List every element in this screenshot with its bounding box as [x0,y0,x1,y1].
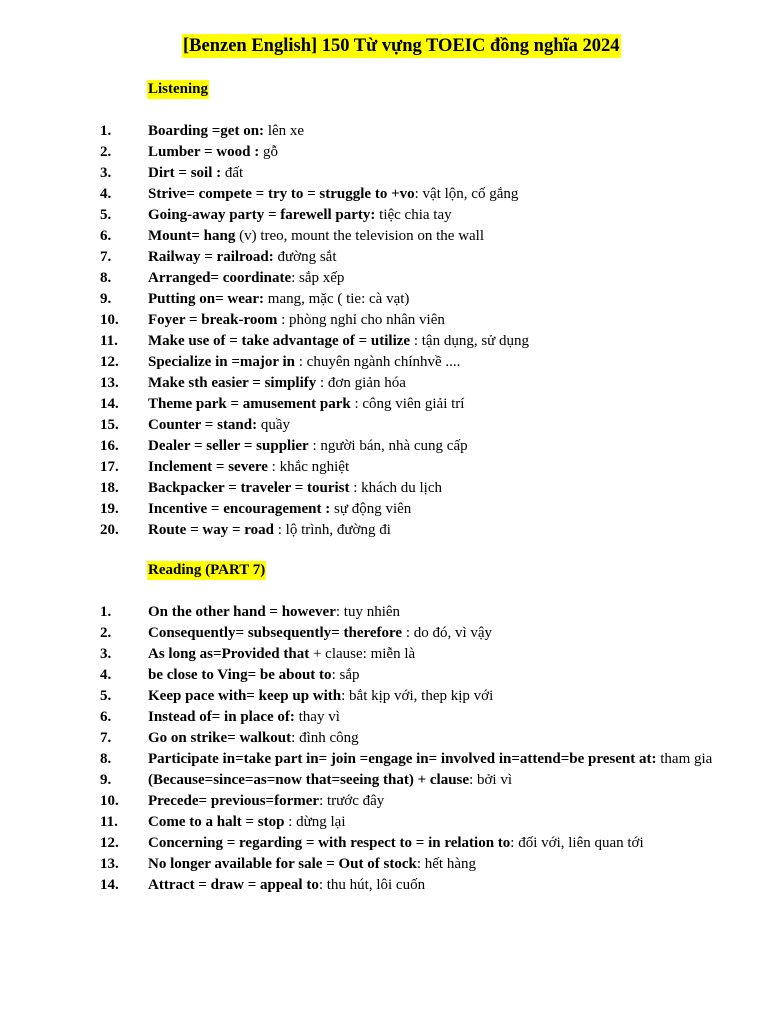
item-number: 14. [100,877,119,893]
vocabulary-term: Inclement = severe [148,459,268,475]
item-number: 17. [100,459,119,475]
vocabulary-item [0,520,768,541]
vocabulary-item [0,205,768,226]
vocabulary-meaning: : bởi vì [469,772,512,788]
vocabulary-term: Instead of= in place of: [148,709,295,725]
vocabulary-item [0,268,768,289]
vocabulary-meaning: + clause: miễn là [309,646,416,662]
vocabulary-item [0,373,768,394]
vocabulary-term: As long as=Provided that [148,646,310,662]
vocabulary-meaning: : công viên giải trí [350,396,465,412]
vocabulary-term: Boarding =get on: [148,123,265,139]
vocabulary-item [0,875,768,896]
item-number: 8. [100,751,112,767]
vocabulary-term: Foyer = break-room [148,312,278,328]
item-content [148,436,713,457]
vocabulary-term: Route = way = road [148,522,274,538]
section-heading-listening: Listening [148,81,209,97]
vocabulary-term: be close to Ving= be about to [148,667,332,683]
item-content [148,373,713,394]
vocabulary-meaning: : khách du lịch [349,480,442,496]
vocabulary-term: Strive= compete = try to = struggle to +vo [148,186,415,202]
listening-vocabulary-list [0,121,768,541]
vocabulary-item [0,749,768,770]
vocabulary-item [0,728,768,749]
item-content [148,499,713,520]
vocabulary-meaning: : sắp [331,667,360,683]
vocabulary-meaning: : người bán, nhà cung cấp [308,438,468,454]
vocabulary-term: Dealer = seller = supplier [148,438,309,454]
item-content [148,749,713,770]
vocabulary-term: Backpacker = traveler = tourist [148,480,350,496]
vocabulary-term: Mount= hang [148,228,236,244]
vocabulary-term: Attract = draw = appeal to [148,877,319,893]
item-number: 4. [100,667,112,683]
vocabulary-item [0,226,768,247]
item-content [148,247,713,268]
vocabulary-meaning: thay vì [294,709,340,725]
page-title: [Benzen English] 150 Từ vựng TOEIC đồng nghĩa 2024 [183,36,620,56]
item-content [148,457,713,478]
item-number: 12. [100,354,119,370]
vocabulary-term: Counter = stand: [148,417,258,433]
item-number: 6. [100,228,112,244]
item-number: 16. [100,438,119,454]
vocabulary-item [0,247,768,268]
vocabulary-meaning: tham gia [656,751,713,767]
item-content [148,205,713,226]
item-content [148,707,713,728]
item-content [148,791,713,812]
item-content [148,602,713,623]
vocabulary-meaning: sự động viên [330,501,412,517]
item-number: 12. [100,835,119,851]
vocabulary-term: Specialize in =major in [148,354,296,370]
vocabulary-item [0,184,768,205]
item-number: 18. [100,480,119,496]
vocabulary-term: On the other hand = however [148,604,336,620]
vocabulary-term: Going-away party = farewell party: [148,207,376,223]
vocabulary-item [0,457,768,478]
item-number: 14. [100,396,119,412]
vocabulary-meaning: : vật lộn, cố gắng [414,186,519,202]
vocabulary-term: Arranged= coordinate [148,270,292,286]
vocabulary-term: Lumber = wood : [148,144,260,160]
vocabulary-item [0,415,768,436]
vocabulary-term: Participate in=take part in= join =engage in= involved in=attend=be present at: [148,751,657,767]
vocabulary-item [0,644,768,665]
vocabulary-term: Make use of = take advantage of = utilize [148,333,411,349]
vocabulary-item [0,770,768,791]
item-number: 1. [100,123,112,139]
item-number: 2. [100,144,112,160]
vocabulary-item [0,394,768,415]
item-content [148,520,713,541]
vocabulary-meaning: (v) treo, mount the television on the wall [235,228,485,244]
vocabulary-item [0,121,768,142]
vocabulary-item [0,812,768,833]
vocabulary-meaning: : đối với, liên quan tới [510,835,644,851]
vocabulary-term: No longer available for sale = Out of stock [148,856,417,872]
item-number: 3. [100,165,112,181]
vocabulary-term: (Because=since=as=now that=seeing that) + clause [148,772,470,788]
item-content [148,833,713,854]
item-number: 15. [100,417,119,433]
vocabulary-meaning: : đơn giản hóa [316,375,406,391]
item-number: 3. [100,646,112,662]
item-content [148,184,713,205]
vocabulary-term: Consequently= subsequently= therefore [148,625,403,641]
item-content [148,142,713,163]
vocabulary-meaning: : trước đây [319,793,385,809]
item-number: 11. [100,333,118,349]
item-content [148,163,713,184]
item-number: 1. [100,604,112,620]
item-content [148,352,713,373]
item-number: 7. [100,730,112,746]
item-number: 13. [100,375,119,391]
vocabulary-meaning: gỗ [259,144,278,160]
item-content [148,728,713,749]
item-number: 10. [100,312,119,328]
item-number: 9. [100,772,112,788]
vocabulary-term: Concerning = regarding = with respect to = in relation to [148,835,511,851]
vocabulary-item [0,791,768,812]
item-content [148,289,713,310]
item-content [148,478,713,499]
vocabulary-item [0,707,768,728]
item-number: 10. [100,793,119,809]
item-content [148,686,713,707]
vocabulary-item [0,833,768,854]
vocabulary-meaning: : chuyên ngành chínhvề .... [295,354,461,370]
vocabulary-meaning: : thu hút, lôi cuốn [318,877,426,893]
vocabulary-item [0,602,768,623]
vocabulary-meaning: : phòng nghỉ cho nhân viên [277,312,445,328]
section-heading-reading: Reading (PART 7) [148,562,266,578]
item-number: 4. [100,186,112,202]
vocabulary-meaning: đất [221,165,244,181]
item-number: 20. [100,522,119,538]
vocabulary-item [0,163,768,184]
vocabulary-meaning: mang, mặc ( tie: cà vạt) [264,291,410,307]
vocabulary-term: Theme park = amusement park [148,396,351,412]
item-content [148,331,713,352]
vocabulary-item [0,436,768,457]
vocabulary-meaning: : dừng lại [284,814,346,830]
item-content [148,875,713,896]
vocabulary-term: Go on strike= walkout [148,730,292,746]
item-number: 19. [100,501,119,517]
item-content [148,623,713,644]
vocabulary-meaning: tiệc chia tay [375,207,452,223]
vocabulary-item [0,352,768,373]
vocabulary-term: Railway = railroad: [148,249,274,265]
vocabulary-term: Make sth easier = simplify [148,375,317,391]
item-content [148,415,713,436]
item-number: 11. [100,814,118,830]
vocabulary-item [0,310,768,331]
vocabulary-meaning: lên xe [264,123,305,139]
item-content [148,854,713,875]
vocabulary-item [0,623,768,644]
vocabulary-term: Incentive = encouragement : [148,501,331,517]
reading-vocabulary-list [0,602,768,896]
vocabulary-term: Precede= previous=former [148,793,320,809]
vocabulary-item [0,686,768,707]
item-content [148,644,713,665]
item-content [148,268,713,289]
vocabulary-meaning: quầy [257,417,291,433]
item-number: 2. [100,625,112,641]
vocabulary-meaning: : lộ trình, đường đi [273,522,391,538]
vocabulary-meaning: : sắp xếp [291,270,345,286]
vocabulary-item [0,665,768,686]
vocabulary-term: Dirt = soil : [148,165,222,181]
vocabulary-meaning: : bắt kịp với, thep kịp với [341,688,494,704]
item-content [148,665,713,686]
item-number: 7. [100,249,112,265]
item-number: 9. [100,291,112,307]
vocabulary-item [0,499,768,520]
vocabulary-term: Come to a halt = stop [148,814,285,830]
vocabulary-item [0,854,768,875]
vocabulary-term: Keep pace with= keep up with [148,688,342,704]
vocabulary-item [0,289,768,310]
item-content [148,394,713,415]
vocabulary-term: Putting on= wear: [148,291,265,307]
vocabulary-meaning: đường sắt [273,249,337,265]
vocabulary-meaning: : khắc nghiệt [267,459,350,475]
item-number: 8. [100,270,112,286]
item-content [148,310,713,331]
item-number: 5. [100,207,112,223]
vocabulary-meaning: : tận dụng, sử dụng [410,333,530,349]
vocabulary-meaning: : đình công [291,730,359,746]
item-content [148,121,713,142]
item-number: 13. [100,856,119,872]
vocabulary-meaning: : do đó, vì vậy [402,625,493,641]
item-number: 6. [100,709,112,725]
vocabulary-item [0,331,768,352]
vocabulary-item [0,478,768,499]
vocabulary-meaning: : tuy nhiên [335,604,401,620]
vocabulary-meaning: : hết hàng [416,856,476,872]
item-content [148,226,713,247]
vocabulary-item [0,142,768,163]
item-content [148,770,713,791]
item-content [148,812,713,833]
item-number: 5. [100,688,112,704]
